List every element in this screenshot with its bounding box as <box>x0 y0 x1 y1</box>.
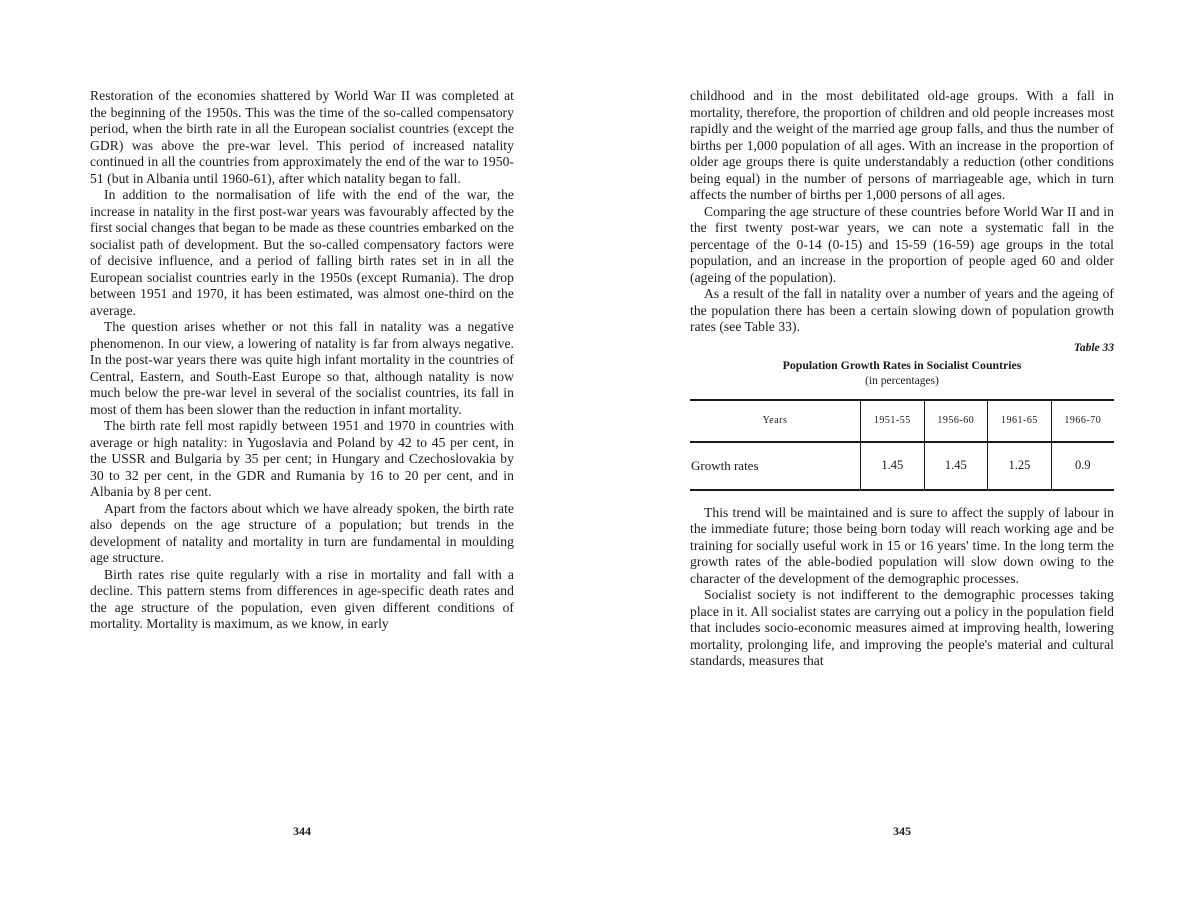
table-subtitle: (in percentages) <box>865 374 939 387</box>
table-label: Table 33 <box>1073 341 1114 354</box>
paragraph: The birth rate fell most rapidly between 1951 and 1970 in countries with average or high natality: in Yugoslavia and Poland by 42 to 45 per cent, in the USSR and Bulgaria by 35 per cent; in Hungary and Czechoslovakia by 30 to 32 per cent, in the GDR and Rumania by 16 to 20 per cent, and in Albania by 8 per cent. <box>90 418 514 499</box>
page-number-right: 345 <box>893 824 911 838</box>
paragraph: Socialist society is not indifferent to the demographic processes taking place in it. All socialist states are carrying out a policy in the population field that includes socio-economic measures aimed at improving health, lowering mortality, prolonging life, and improving the people's material and cultural standards, measures that <box>690 587 1114 668</box>
paragraph: Comparing the age structure of these countries before World War II and in the first twenty post-war years, we can note a systematic fall in the percentage of the 0-14 (0-15) and 15-59 (16-59) age groups in the total population, and an increase in the proportion of people aged 60 and older (ageing of the population). <box>690 203 1114 285</box>
table-header-cell: 1966-70 <box>1051 400 1114 442</box>
left-page <box>90 88 514 633</box>
table-header-cell: Years <box>690 400 861 442</box>
table-header-cell: 1956-60 <box>924 400 988 442</box>
table-header-row <box>690 400 1114 442</box>
table-header-cell: 1951-55 <box>861 400 925 442</box>
population-growth-table <box>690 399 1114 491</box>
table-row <box>690 442 1114 490</box>
paragraph: Birth rates rise quite regularly with a rise in mortality and fall with a decline. This pattern stems from differences in age-specific death rates and the age structure of the population, even given different conditions of mortality. Mortality is maximum, as we know, in early <box>90 566 514 631</box>
paragraph: As a result of the fall in natality over a number of years and the ageing of the population there has been a certain slowing down of population growth rates (see Table 33). <box>690 286 1114 334</box>
paragraph: Apart from the factors about which we have already spoken, the birth rate also depends on the age structure of a population; but trends in the development of natality and mortality in turn are fundamental in moulding age structure. <box>90 500 514 565</box>
table-cell: 1.45 <box>924 442 988 490</box>
table-cell: 1.45 <box>861 442 925 490</box>
table-row-label: Growth rates <box>690 442 861 490</box>
paragraph: childhood and in the most debilitated old-age groups. With a fall in mortality, therefore, the proportion of children and old people increases most rapidly and the weight of the married age group falls, and thus the number of births per 1,000 population of all ages. With an increase in the proportion of older age groups there is quite understandably a reduction (other conditions being equal) in the number of persons of marriageable age, which in turn affects the number of births per 1,000 persons of all ages. <box>690 88 1114 202</box>
paragraph: The question arises whether or not this fall in natality was a negative phenomenon. In our view, a lowering of natality is far from always negative. In the post-war years there was quite high infant mortality in the countries of Central, Eastern, and South-East Europe so that, although natality is now much below the pre-war level in several of the socialist countries, its fall in most of them has been slower than the reduction in infant mortality. <box>90 319 514 417</box>
table-title: Population Growth Rates in Socialist Countries <box>782 357 1022 372</box>
paragraph: This trend will be maintained and is sure to affect the supply of labour in the immediate future; those being born today will reach working age and be training for socially useful work in 15 or 16 years' time. In the long term the growth rates of the able-bodied population will slow down owing to the character of the development of the demographic processes. <box>690 504 1114 586</box>
table-cell: 1.25 <box>988 442 1052 490</box>
page-number-left: 344 <box>293 824 311 838</box>
table-header-cell: 1961-65 <box>988 400 1052 442</box>
paragraph: Restoration of the economies shattered by World War II was completed at the beginning of the 1950s. This was the time of the so-called compensatory period, when the birth rate in all the European socialist countries (except the GDR) was above the pre-war level. This period of increased natality continued in all the countries from approximately the end of the war to 1950-51 (but in Albania until 1960-61), after which natality began to fall. <box>90 88 515 186</box>
table-cell: 0.9 <box>1051 442 1114 490</box>
right-page <box>690 88 1114 670</box>
paragraph: In addition to the normalisation of life with the end of the war, the increase in natality in the first post-war years was favourably affected by the first social changes that began to be made as these countries embarked on the socialist path of development. But the so-called compensatory factors were of decisive influence, and a period of falling birth rates set in in all the European socialist countries early in the 1950s (except Rumania). The drop between 1951 and 1970, it has been estimated, was almost one-third on the average. <box>90 187 514 318</box>
